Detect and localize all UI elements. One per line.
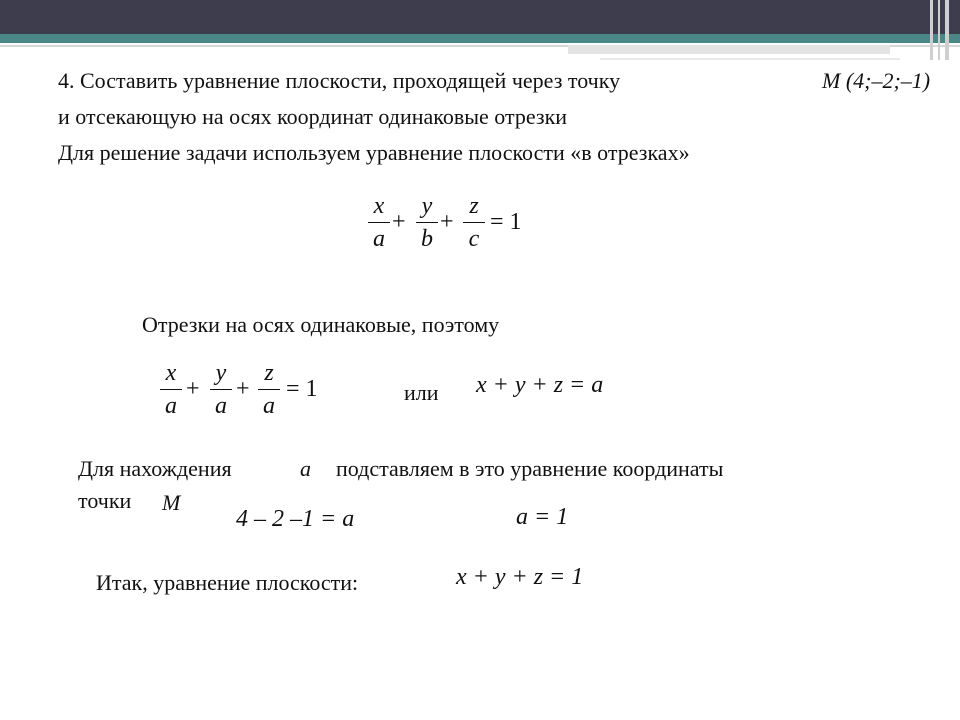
variable-m: M — [162, 490, 181, 515]
substitution-equation: 4 – 2 –1 = a — [236, 506, 355, 532]
numerator: y — [421, 193, 433, 219]
simplified-equation: x + y + z = a — [476, 372, 604, 398]
fraction-z-over-c — [463, 192, 485, 253]
header-dark-band — [0, 0, 960, 34]
denominator: a — [263, 393, 275, 419]
fraction-bar — [463, 222, 485, 223]
fraction-x-over-a — [160, 359, 182, 420]
finding-a-text-start: Для нахождения — [78, 456, 232, 481]
numerator: z — [264, 360, 274, 386]
final-equation: x + y + z = 1 — [456, 564, 584, 590]
fraction-y-over-b — [416, 192, 438, 253]
plus-sign: + — [392, 209, 406, 235]
header-stub-line — [600, 58, 900, 60]
variable-a: a — [300, 456, 311, 481]
header-teal-band — [0, 34, 960, 43]
header-vertical-bar — [930, 0, 933, 60]
denominator: a — [373, 226, 385, 252]
fraction-bar — [368, 222, 390, 223]
denominator: b — [421, 226, 433, 252]
task-line-1: 4. Составить уравнение плоскости, проходящей через точку — [58, 68, 621, 93]
fraction-bar — [160, 389, 182, 390]
fraction-bar — [210, 389, 232, 390]
equal-intervals-text: Отрезки на осях одинаковые, поэтому — [142, 312, 500, 337]
task-line-3: Для решение задачи используем уравнение плоскости «в отрезках» — [58, 140, 690, 165]
plus-sign: + — [186, 376, 200, 402]
equals-one: = 1 — [286, 376, 318, 402]
header-vertical-bar — [938, 0, 940, 60]
point-m-coordinates: M (4;–2;–1) — [822, 68, 931, 93]
numerator: x — [165, 360, 177, 386]
fraction-bar — [258, 389, 280, 390]
fraction-z-over-a — [258, 359, 280, 420]
denominator: a — [215, 393, 227, 419]
plus-sign: + — [236, 376, 250, 402]
numerator: z — [469, 193, 479, 219]
conclusion-text: Итак, уравнение плоскости: — [96, 570, 359, 595]
equals-one: = 1 — [490, 209, 522, 235]
numerator: x — [373, 193, 385, 219]
denominator: a — [165, 393, 177, 419]
finding-a-text-line2: точки — [78, 488, 132, 513]
task-line-2: и отсекающую на осях координат одинаковые отрезки — [58, 104, 568, 129]
fraction-x-over-a — [368, 192, 390, 253]
header-stub-bar — [568, 45, 890, 54]
numerator: y — [215, 360, 227, 386]
fraction-y-over-a — [210, 359, 232, 420]
denominator: c — [468, 226, 480, 252]
header-vertical-bar — [945, 0, 949, 60]
plus-sign: + — [440, 209, 454, 235]
or-word: или — [404, 380, 439, 405]
finding-a-text-end: подставляем в это уравнение координаты — [336, 456, 724, 481]
result-equation: a = 1 — [516, 504, 569, 530]
fraction-bar — [416, 222, 438, 223]
